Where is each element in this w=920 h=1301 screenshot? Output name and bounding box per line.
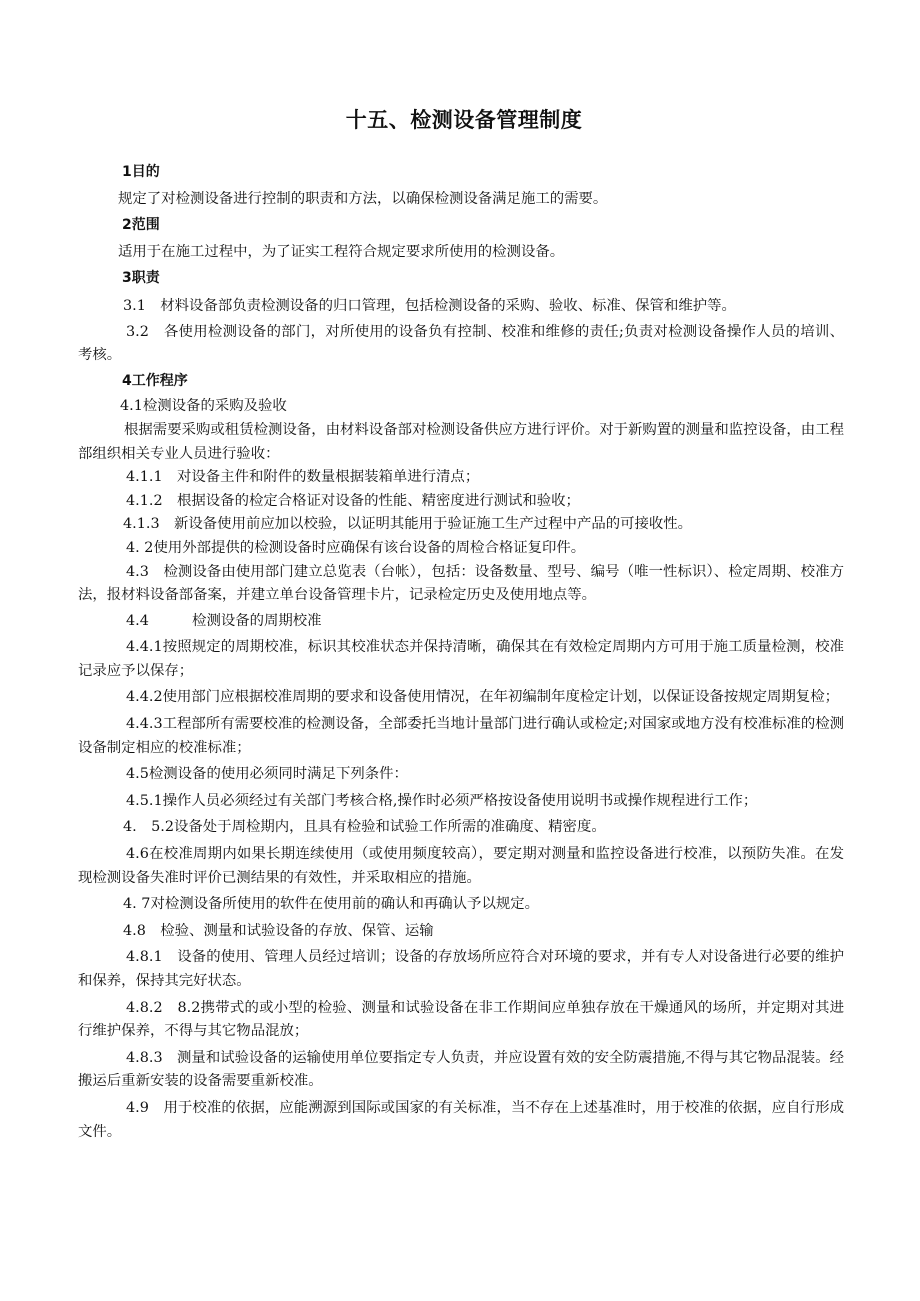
paragraph-4-8-1: 4.8.1 设备的使用、管理人员经过培训；设备的存放场所应符合对环境的要求，并有专人对设备进行必要的维护和保养，保持其完好状态。 [78,949,844,989]
paragraph-4-5: 4.5检测设备的使用必须同时满足下列条件： [126,766,408,783]
paragraph-4-7: 4. 7对检测设备所使用的软件在使用前的确认和再确认予以规定。 [123,896,540,913]
section-heading-purpose: 1目的 [122,164,160,180]
paragraph-4-4-2: 4.4.2使用部门应根据校准周期的要求和设备使用情况，在年初编制年度检定计划，以保证设备按规定周期复检； [126,689,839,706]
paragraph-4-5-1: 4.5.1操作人员必须经过有关部门考核合格,操作时必须严格按设备使用说明书或操作规程进行工作； [126,792,758,809]
paragraph-4-1: 4.1检测设备的采购及验收 [120,398,287,415]
paragraph-4-8-2: 4.8.2 8.2携带式的或小型的检验、测量和试验设备在非工作期间应单独存放在干燥通风的场所，并定期对其进行维护保养，不得与其它物品混放； [78,999,844,1040]
paragraph-4-4-3: 4.4.3工程部所有需要校准的检测设备，全部委托当地计量部门进行确认或检定;对国家或地方没有校准标准的检测设备制定相应的校准标准； [78,716,844,756]
paragraph-4-1-2: 4.1.2 根据设备的检定合格证对设备的性能、精密度进行测试和验收； [126,492,580,509]
document-body [78,161,844,1144]
paragraph-4-9: 4.9 用于校准的依据，应能溯源到国际或国家的有关标准，当不存在上述基准时，用于校准的依据，应自行形成文件。 [78,1099,844,1140]
paragraph-4-2: 4. 2使用外部提供的检测设备时应确保有该台设备的周检合格证复印件。 [126,539,586,556]
paragraph-4-4-1: 4.4.1按照规定的周期校准，标识其校准状态并保持清晰，确保其在有效检定周期内方可用于施工质量检测，校准记录应予以保存； [78,639,844,679]
paragraph-4-5-2: 4. 5.2设备处于周检期内，且具有检验和试验工作所需的准确度、精密度。 [123,819,606,836]
paragraph-4-4: 4.4 检测设备的周期校准 [126,612,322,629]
paragraph-4-1-1: 4.1.1 对设备主件和附件的数量根据装箱单进行清点； [126,469,480,486]
paragraph-4-1-text: 根据需要采购或租赁检测设备，由材料设备部对检测设备供应方进行评价。对于新购置的测量和监控设备，由工程部组织相关专业人员进行验收： [78,421,844,462]
paragraph-4-3: 4.3 检测设备由使用部门建立总览表（台帐），包括：设备数量、型号、编号（唯一性标识）、检定周期、校准方法，报材料设备部备案，并建立单台设备管理卡片，记录检定历史及使用地点等。 [78,563,844,604]
section-heading-procedure: 4工作程序 [122,372,188,389]
section-heading-scope: 2范围 [122,217,160,234]
paragraph-4-6: 4.6在校准周期内如果长期连续使用（或使用频度较高），要定期对测量和监控设备进行校准，以预防失准。在发现检测设备失准时评价已测结果的有效性，并采取相应的措施。 [78,846,844,886]
section-heading-responsibilities: 3职责 [122,270,160,287]
paragraph-4-8: 4.8 检验、测量和试验设备的存放、保管、运输 [123,922,434,939]
paragraph-4-1-3: 4.1.3 新设备使用前应加以校验，以证明其能用于验证施工生产过程中产品的可接收性。 [123,516,693,533]
paragraph-4-8-3: 4.8.3 测量和试验设备的运输使用单位要指定专人负责，并应设置有效的安全防震措施,不得与其它物品混装。经搬运后重新安装的设备需要重新校准。 [78,1049,844,1090]
paragraph-3-2: 3.2 各使用检测设备的部门，对所使用的设备负有控制、校准和维修的责任;负责对检测设备操作人员的培训、考核。 [78,323,844,364]
document-title: 十五、检测设备管理制度 [345,108,583,132]
purpose-text: 规定了对检测设备进行控制的职责和方法，以确保检测设备满足施工的需要。 [118,190,608,207]
paragraph-3-1: 3.1 材料设备部负责检测设备的归口管理，包括检测设备的采购、验收、标准、保管和维护等。 [123,297,736,314]
scope-text: 适用于在施工过程中，为了证实工程符合规定要求所使用的检测设备。 [118,243,565,260]
